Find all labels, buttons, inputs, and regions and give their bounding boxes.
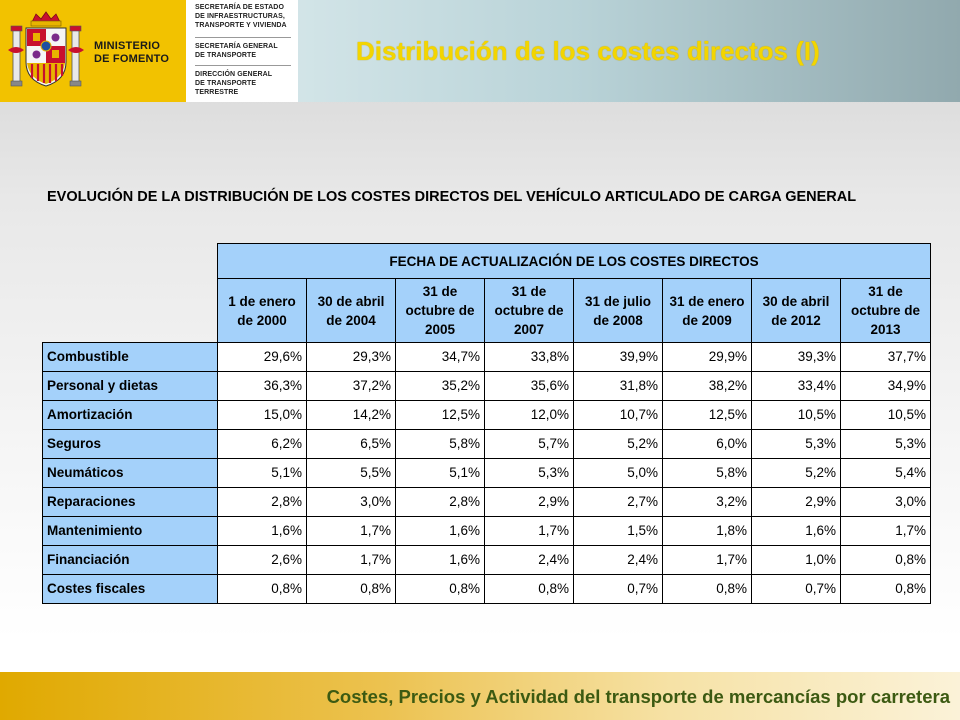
percentage-cell: 2,4%: [485, 546, 574, 575]
date-header-line: 31 de enero: [669, 293, 745, 309]
dept-direccion-general: DIRECCIÓN GENERAL DE TRANSPORTE TERRESTRE: [195, 71, 273, 96]
cost-category-label: Personal y dietas: [43, 372, 218, 401]
dept-secretaria-estado: SECRETARÍA DE ESTADO DE INFRAESTRUCTURAS, TRANSPORTE Y VIVIENDA: [195, 4, 287, 29]
percentage-cell: 6,0%: [663, 430, 752, 459]
cost-category-label: Costes fiscales: [43, 575, 218, 604]
percentage-cell: 35,6%: [485, 372, 574, 401]
percentage-cell: 2,6%: [218, 546, 307, 575]
date-header-line: 31 de julio: [584, 293, 652, 309]
percentage-cell: 5,1%: [218, 459, 307, 488]
slide-footer: [0, 672, 960, 720]
percentage-cell: 38,2%: [663, 372, 752, 401]
percentage-cell: 35,2%: [396, 372, 485, 401]
percentage-cell: 29,3%: [307, 343, 396, 372]
percentage-cell: 33,4%: [752, 372, 841, 401]
table-row: [43, 517, 931, 546]
percentage-cell: 1,0%: [752, 546, 841, 575]
cost-category-label: Reparaciones: [43, 488, 218, 517]
percentage-cell: 12,0%: [485, 401, 574, 430]
percentage-cell: 1,7%: [307, 546, 396, 575]
date-header-5: [574, 279, 663, 343]
percentage-cell: 6,2%: [218, 430, 307, 459]
date-header-line: de 2012: [771, 312, 821, 328]
percentage-cell: 1,6%: [396, 546, 485, 575]
percentage-cell: 5,3%: [752, 430, 841, 459]
percentage-cell: 3,2%: [663, 488, 752, 517]
dept-secretaria-general: SECRETARÍA GENERAL DE TRANSPORTE: [195, 43, 278, 59]
date-header-line: 30 de abril: [317, 293, 385, 309]
date-header-line: octubre de: [405, 303, 475, 318]
date-header-7: [752, 279, 841, 343]
table-row: [43, 459, 931, 488]
dept-divider: [195, 37, 291, 38]
percentage-cell: 29,9%: [663, 343, 752, 372]
percentage-cell: 1,5%: [574, 517, 663, 546]
slide-title: Distribución de los costes directos (I): [356, 36, 820, 66]
percentage-cell: 5,7%: [485, 430, 574, 459]
date-header-4: [485, 279, 574, 343]
date-header-8: [841, 279, 931, 343]
empty-corner: [43, 279, 218, 343]
percentage-cell: 3,0%: [307, 488, 396, 517]
percentage-cell: 1,7%: [841, 517, 931, 546]
table-row: [43, 546, 931, 575]
cost-category-label: Combustible: [43, 343, 218, 372]
percentage-cell: 5,1%: [396, 459, 485, 488]
ministry-name: MINISTERIO DE FOMENTO: [94, 40, 170, 65]
percentage-cell: 3,0%: [841, 488, 931, 517]
percentage-cell: 15,0%: [218, 401, 307, 430]
date-header-line: 1 de enero: [228, 293, 296, 309]
table-row: [43, 488, 931, 517]
coat-of-arms-icon: [8, 10, 84, 94]
percentage-cell: 0,8%: [485, 575, 574, 604]
table-row: [43, 372, 931, 401]
percentage-cell: 2,9%: [752, 488, 841, 517]
percentage-cell: 5,4%: [841, 459, 931, 488]
percentage-cell: 0,8%: [841, 575, 931, 604]
percentage-cell: 1,8%: [663, 517, 752, 546]
table-row: [43, 401, 931, 430]
department-block: [186, 0, 298, 102]
percentage-cell: 31,8%: [574, 372, 663, 401]
date-header-line: octubre de: [850, 303, 920, 318]
percentage-cell: 5,5%: [307, 459, 396, 488]
percentage-cell: 36,3%: [218, 372, 307, 401]
percentage-cell: 5,3%: [485, 459, 574, 488]
cost-category-label: Mantenimiento: [43, 517, 218, 546]
percentage-cell: 1,7%: [307, 517, 396, 546]
dept-divider: [195, 65, 291, 66]
percentage-cell: 5,3%: [841, 430, 931, 459]
slide-header: [0, 0, 960, 102]
empty-corner: [43, 244, 218, 279]
cost-category-label: Seguros: [43, 430, 218, 459]
percentage-cell: 5,8%: [663, 459, 752, 488]
date-header-line: 31 de: [868, 284, 903, 299]
table-heading: EVOLUCIÓN DE LA DISTRIBUCIÓN DE LOS COSTES DIRECTOS DEL VEHÍCULO ARTICULADO DE CARGA GENERAL: [47, 189, 857, 205]
date-header-row: [43, 279, 931, 343]
date-header-line: 2013: [870, 322, 901, 337]
percentage-cell: 12,5%: [663, 401, 752, 430]
percentage-cell: 1,6%: [752, 517, 841, 546]
date-header-line: octubre de: [494, 303, 564, 318]
cost-category-label: Amortización: [43, 401, 218, 430]
percentage-cell: 5,8%: [396, 430, 485, 459]
percentage-cell: 39,9%: [574, 343, 663, 372]
percentage-cell: 29,6%: [218, 343, 307, 372]
percentage-cell: 2,8%: [396, 488, 485, 517]
percentage-cell: 14,2%: [307, 401, 396, 430]
percentage-cell: 0,8%: [307, 575, 396, 604]
footer-text: Costes, Precios y Actividad del transporte de mercancías por carretera: [326, 686, 950, 707]
percentage-cell: 0,7%: [752, 575, 841, 604]
date-header-line: de 2000: [237, 312, 287, 328]
percentage-cell: 5,2%: [752, 459, 841, 488]
percentage-cell: 33,8%: [485, 343, 574, 372]
percentage-cell: 12,5%: [396, 401, 485, 430]
date-header-3: [396, 279, 485, 343]
date-header-2: [307, 279, 396, 343]
percentage-cell: 2,9%: [485, 488, 574, 517]
table-row: [43, 430, 931, 459]
group-header: FECHA DE ACTUALIZACIÓN DE LOS COSTES DIRECTOS: [218, 244, 931, 279]
percentage-cell: 37,2%: [307, 372, 396, 401]
date-header-line: de 2009: [682, 312, 732, 328]
percentage-cell: 10,5%: [752, 401, 841, 430]
date-header-line: de 2008: [593, 312, 643, 328]
percentage-cell: 5,0%: [574, 459, 663, 488]
table-row: [43, 343, 931, 372]
percentage-cell: 5,2%: [574, 430, 663, 459]
table-row: [43, 575, 931, 604]
cost-distribution-table: [42, 243, 931, 604]
percentage-cell: 0,8%: [841, 546, 931, 575]
date-header-line: 30 de abril: [762, 293, 830, 309]
percentage-cell: 0,7%: [574, 575, 663, 604]
date-header-line: 2005: [424, 322, 456, 337]
percentage-cell: 39,3%: [752, 343, 841, 372]
percentage-cell: 0,8%: [396, 575, 485, 604]
ministry-logo: [0, 0, 186, 102]
percentage-cell: 1,6%: [218, 517, 307, 546]
percentage-cell: 1,6%: [396, 517, 485, 546]
group-header-row: [43, 244, 931, 279]
cost-category-label: Financiación: [43, 546, 218, 575]
cost-category-label: Neumáticos: [43, 459, 218, 488]
date-header-1: [218, 279, 307, 343]
percentage-cell: 2,8%: [218, 488, 307, 517]
percentage-cell: 1,7%: [663, 546, 752, 575]
percentage-cell: 34,7%: [396, 343, 485, 372]
percentage-cell: 1,7%: [485, 517, 574, 546]
percentage-cell: 0,8%: [663, 575, 752, 604]
percentage-cell: 2,7%: [574, 488, 663, 517]
percentage-cell: 10,7%: [574, 401, 663, 430]
percentage-cell: 2,4%: [574, 546, 663, 575]
date-header-line: 31 de: [511, 284, 547, 299]
date-header-6: [663, 279, 752, 343]
percentage-cell: 6,5%: [307, 430, 396, 459]
percentage-cell: 34,9%: [841, 372, 931, 401]
date-header-line: 2007: [513, 322, 545, 337]
percentage-cell: 37,7%: [841, 343, 931, 372]
date-header-line: 31 de: [422, 284, 458, 299]
percentage-cell: 10,5%: [841, 401, 931, 430]
date-header-line: de 2004: [326, 312, 376, 328]
percentage-cell: 0,8%: [218, 575, 307, 604]
